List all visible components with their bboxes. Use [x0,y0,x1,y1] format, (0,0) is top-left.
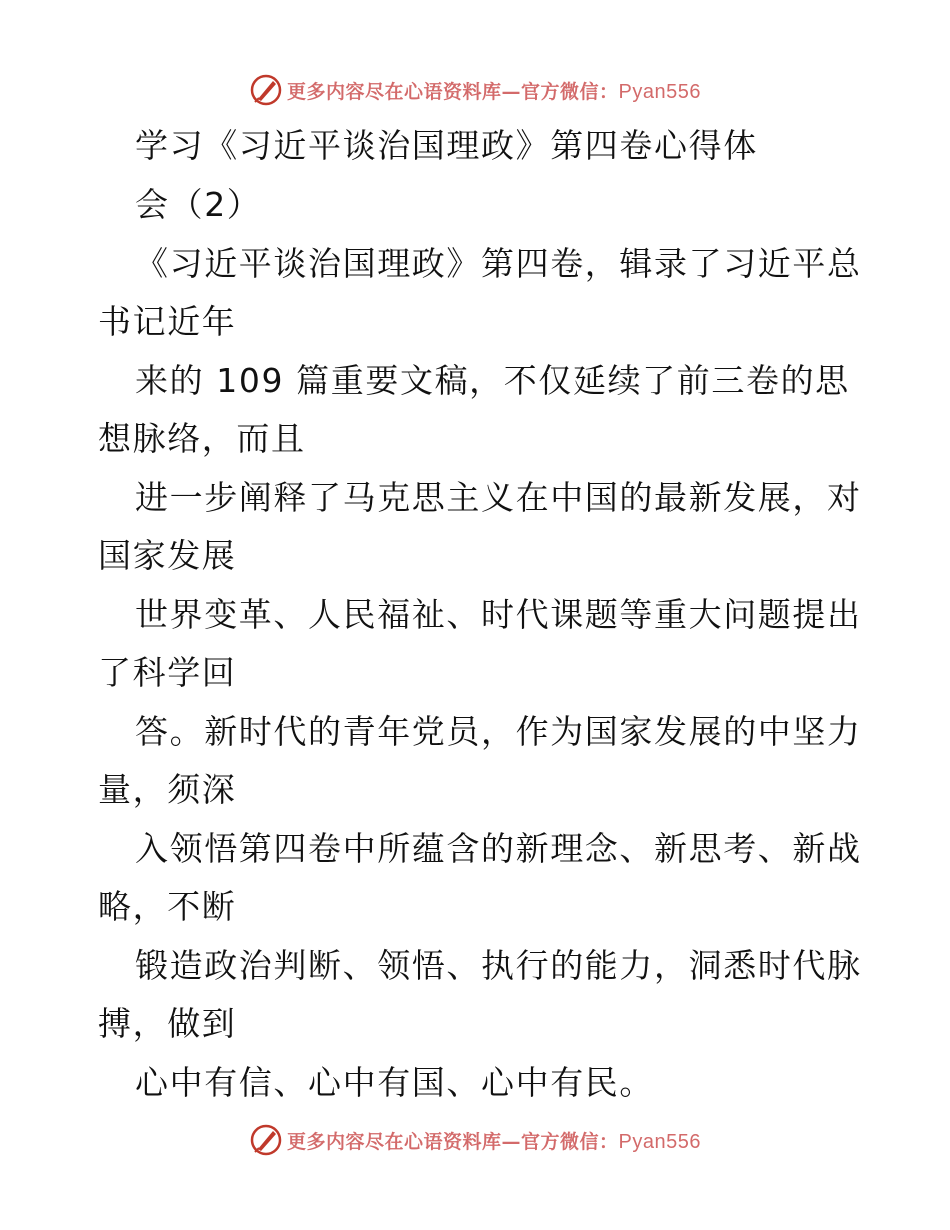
paragraph-line: 锻造政治判断、领悟、执行的能力，洞悉时代脉 [135,946,862,985]
paragraph-line: 世界变革、人民福祉、时代课题等重大问题提出 [135,595,862,634]
document-title-line-2: 会（2） [135,185,262,224]
red-quill-seal-icon [249,73,283,107]
header-watermark-banner [0,70,950,110]
banner-text: 更多内容尽在心语资料库—官方微信：Pyan556 [287,80,701,103]
banner-text: 更多内容尽在心语资料库—官方微信：Pyan556 [287,1130,701,1153]
paragraph-line: 进一步阐释了马克思主义在中国的最新发展，对 [135,478,862,517]
paragraph-line: 入领悟第四卷中所蕴含的新理念、新思考、新战 [135,829,862,868]
document-title-line-1: 学习《习近平谈治国理政》第四卷心得体 [135,126,758,165]
paragraph-line: 略，不断 [98,887,237,926]
paragraph-line: 答。新时代的青年党员，作为国家发展的中坚力 [135,712,862,751]
paragraph-line: 想脉络，而且 [98,419,306,458]
footer-watermark-banner [0,1120,950,1160]
red-quill-seal-icon [249,1123,283,1157]
paragraph-line: 心中有信、心中有国、心中有民。 [135,1063,654,1102]
paragraph-line: 量，须深 [98,770,237,809]
paragraph-line: 了科学回 [98,653,237,692]
paragraph-line: 书记近年 [98,302,237,341]
paragraph-line: 搏，做到 [98,1004,237,1043]
paragraph-line: 来的 109 篇重要文稿，不仅延续了前三卷的思 [135,361,850,400]
paragraph-line: 《习近平谈治国理政》第四卷，辑录了习近平总 [135,244,862,283]
paragraph-line: 国家发展 [98,536,237,575]
